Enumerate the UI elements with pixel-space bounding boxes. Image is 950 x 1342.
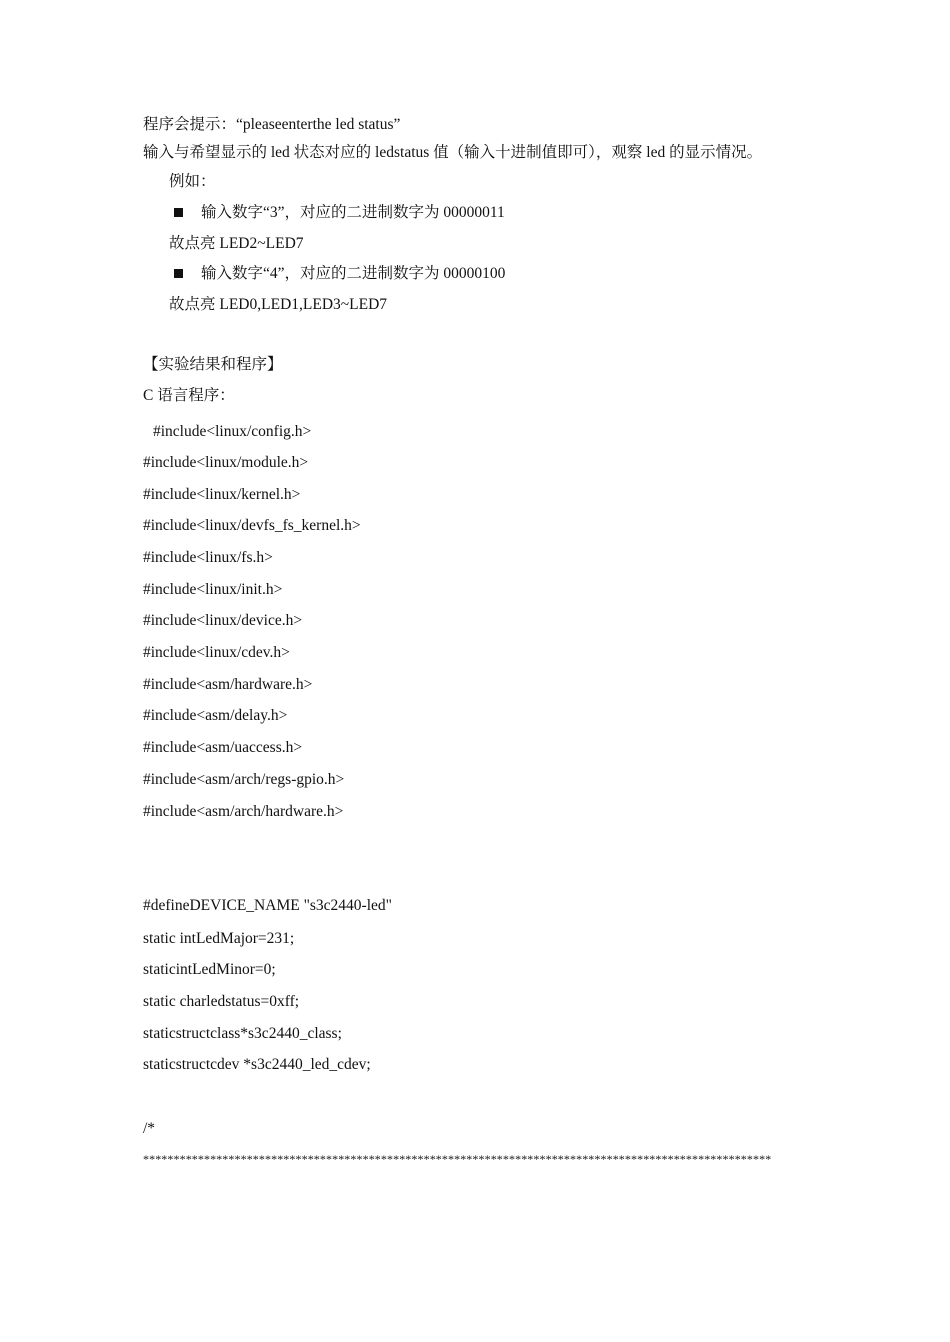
comment-star-border: ******************************************************************************************************* [143, 1152, 772, 1166]
example-1-text: 输入数字“3”，对应的二进制数字为 00000011 [201, 204, 505, 221]
code-line-declaration: static intLedMajor=231; [143, 930, 295, 947]
code-line-declaration: staticstructclass*s3c2440_class; [143, 1025, 342, 1042]
code-line-include: #include<linux/module.h> [143, 454, 309, 471]
code-line-include: #include<linux/config.h> [153, 423, 312, 440]
intro-prompt-line: 程序会提示：“pleaseenterthe led status” [143, 116, 401, 133]
square-bullet-icon [174, 269, 183, 278]
square-bullet-icon [174, 208, 183, 217]
code-line-define: #defineDEVICE_NAME "s3c2440-led" [143, 897, 392, 914]
code-line-include: #include<asm/hardware.h> [143, 676, 313, 693]
example-1-result: 故点亮 LED2~LED7 [169, 235, 304, 252]
section-heading: 【实验结果和程序】 [143, 356, 283, 373]
code-line-declaration: static charledstatus=0xff; [143, 993, 300, 1010]
code-line-include: #include<linux/device.h> [143, 612, 303, 629]
code-line-include: #include<asm/uaccess.h> [143, 739, 303, 756]
code-line-include: #include<asm/delay.h> [143, 707, 288, 724]
code-line-include: #include<linux/devfs_fs_kernel.h> [143, 517, 361, 534]
intro-example-label: 例如： [169, 173, 216, 190]
comment-open: /* [143, 1120, 156, 1137]
example-2-text: 输入数字“4”，对应的二进制数字为 00000100 [201, 265, 506, 282]
code-line-declaration: staticstructcdev *s3c2440_led_cdev; [143, 1056, 371, 1073]
code-label: C 语言程序： [143, 387, 235, 404]
example-2-result: 故点亮 LED0,LED1,LED3~LED7 [169, 296, 388, 313]
code-line-include: #include<linux/cdev.h> [143, 644, 290, 661]
code-line-include: #include<asm/arch/regs-gpio.h> [143, 771, 345, 788]
code-line-include: #include<linux/kernel.h> [143, 486, 301, 503]
code-line-include: #include<asm/arch/hardware.h> [143, 803, 344, 820]
code-line-include: #include<linux/fs.h> [143, 549, 273, 566]
intro-instruction-line: 输入与希望显示的 led 状态对应的 ledstatus 值（输入十进制值即可），观察 led 的显示情况。 [143, 144, 763, 161]
code-line-declaration: staticintLedMinor=0; [143, 961, 276, 978]
code-line-include: #include<linux/init.h> [143, 581, 283, 598]
